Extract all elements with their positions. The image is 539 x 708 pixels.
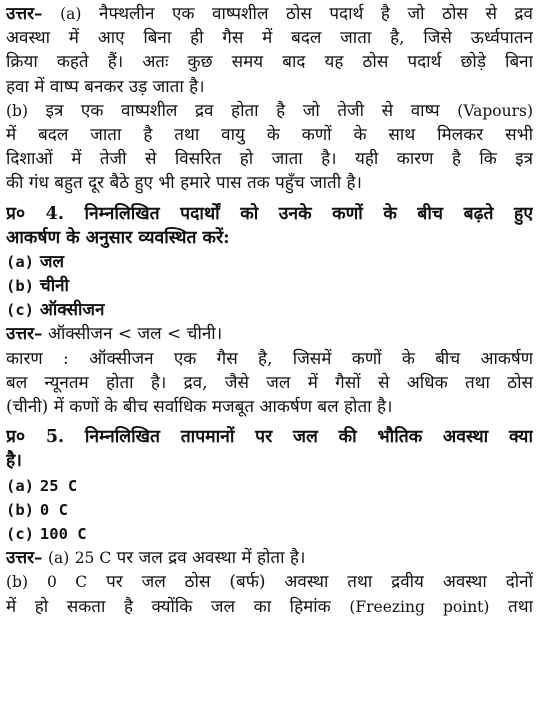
text-span: पर जल द्रव अवस्था में होता है। <box>116 548 306 569</box>
question4-reason-line-2: बल न्यूनतम होता है। द्रव, जैसे जल में गैसों से अधिक तथा ठोस <box>6 372 533 393</box>
temperature: 0 C <box>46 573 88 592</box>
question-prefix: प्र० 4. <box>6 203 64 224</box>
answer3-a-line-3: क्रिया कहते हैं। अतः कुछ समय बाद यह ठोस पदार्थ छोड़े बिना <box>6 52 533 73</box>
part-b-marker: (b) <box>6 573 29 592</box>
question4-line-1 <box>6 202 533 226</box>
text-span: पर जल ठोस (बर्फ) अवस्था तथा द्रवीय अवस्था दोनों <box>106 572 533 593</box>
option-text: ऑक्सीजन <box>39 300 105 321</box>
answer-text: ऑक्सीजन < जल < चीनी। <box>47 324 223 345</box>
text-span: में हो सकता है क्योंकि जल का हिमांक <box>6 596 331 617</box>
answer3-b-line-4: की गंध बहुत दूर बैठे हुए भी हमारे पास तक पहुँच जाती है। <box>6 173 363 194</box>
question5-line-1 <box>6 425 533 449</box>
latin-term: (Vapours) <box>457 101 533 120</box>
answer3-b-line-2: में बदल जाता है तथा वायु के कणों के साथ मिलकर सभी <box>6 124 533 145</box>
option-text: 100 C <box>39 524 87 543</box>
answer3-a-line-1 <box>6 2 533 26</box>
option-text: जल <box>39 251 65 272</box>
option-key: (b) <box>6 277 34 296</box>
answer-label: उत्तर– <box>6 324 43 345</box>
question5-option-b <box>6 498 533 522</box>
temperature: 25 C <box>74 549 112 568</box>
text-span: इत्र एक वाष्पशील द्रव होता है जो तेजी से वाष्प <box>45 100 440 121</box>
option-key: (c) <box>6 301 34 320</box>
text-span: नैफ्थलीन एक वाष्पशील ठोस पदार्थ है जो ठोस से द्रव <box>99 4 533 24</box>
latin-term: (Freezing point) <box>349 597 490 616</box>
question4-line-2: आकर्षण के अनुसार व्यवस्थित करें: <box>6 227 230 248</box>
answer3-a-line-2: अवस्था में आए बिना ही गैस में बदल जाता है, जिसे ऊर्ध्वपातन <box>6 28 533 49</box>
question5-answer-b-line-2 <box>6 595 533 619</box>
option-text: 25 C <box>39 476 78 495</box>
answer-label: उत्तर– <box>6 4 43 24</box>
part-a-marker: (a) <box>47 549 70 568</box>
question4-option-b <box>6 274 533 298</box>
question4-option-c <box>6 298 533 322</box>
answer-label: उत्तर– <box>6 548 43 569</box>
option-key: (b) <box>6 500 34 519</box>
question5-line-2: है। <box>6 451 22 472</box>
option-text: चीनी <box>39 276 69 297</box>
option-key: (c) <box>6 524 34 543</box>
question-prefix: प्र० 5. <box>6 427 65 448</box>
question4-answer <box>6 322 533 346</box>
part-b-marker: (b) <box>6 101 29 120</box>
question4-reason-line-1: कारण : ऑक्सीजन एक गैस है, जिसमें कणों के बीच आकर्षण <box>6 348 533 369</box>
option-key: (a) <box>6 252 34 271</box>
question4-option-a <box>6 250 533 274</box>
answer3-a-line-4: हवा में वाष्प बनकर उड़ जाता है। <box>6 76 205 97</box>
answer3-b-line-3: दिशाओं में तेजी से विसरित हो जाता है। यही कारण है कि इत्र <box>6 149 533 170</box>
option-key: (a) <box>6 476 34 495</box>
question5-answer-a <box>6 546 533 570</box>
text-span: निम्नलिखित तापमानों पर जल की भौतिक अवस्था क्या <box>84 427 533 448</box>
question5-option-c <box>6 522 533 546</box>
option-text: 0 C <box>39 500 68 519</box>
text-span: निम्नलिखित पदार्थों को उनके कणों के बीच बढ़ते हुए <box>84 203 533 224</box>
answer3-b-line-1 <box>6 99 533 123</box>
question5-answer-b-line-1 <box>6 570 533 594</box>
part-a-marker: (a) <box>60 5 82 23</box>
question4-reason-line-3: (चीनी) में कणों के बीच सर्वाधिक मजबूत आकर्षण बल होता है। <box>6 397 393 417</box>
question5-option-a <box>6 474 533 498</box>
text-span: तथा <box>508 596 533 617</box>
